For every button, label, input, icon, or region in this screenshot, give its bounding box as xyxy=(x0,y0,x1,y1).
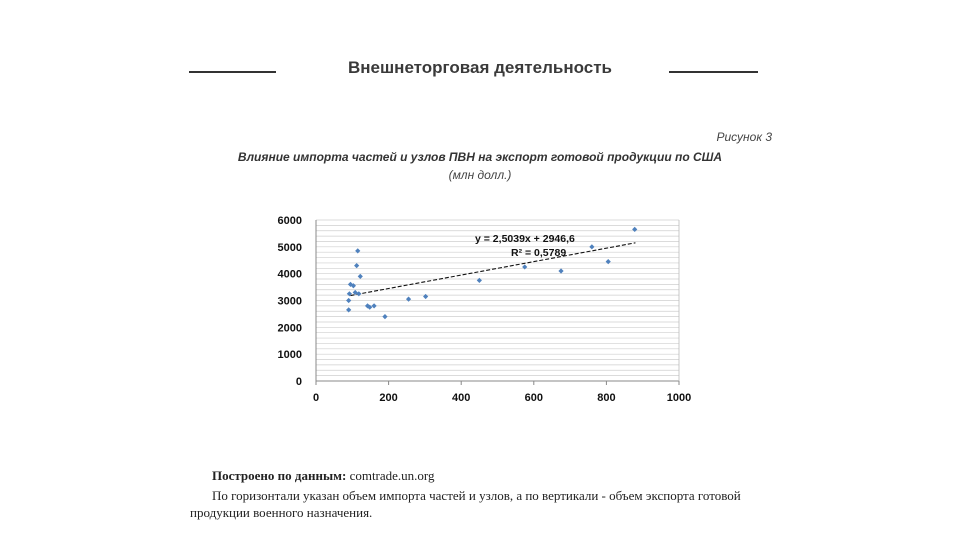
chart-annotations xyxy=(475,233,575,259)
data-point xyxy=(346,298,351,303)
y-tick-label: 6000 xyxy=(277,215,302,227)
page-title: Внешнеторговая деятельность xyxy=(348,58,612,77)
figure-label: Рисунок 3 xyxy=(716,130,772,144)
data-point xyxy=(477,278,482,283)
axis-note: По горизонтали указан объем импорта частей и узлов, а по вертикали - объем экспорта готовой продукции военного назначения. xyxy=(190,488,741,520)
data-point xyxy=(558,268,563,273)
data-point xyxy=(355,248,360,253)
data-point xyxy=(346,307,351,312)
figure-title: Влияние импорта частей и узлов ПВН на экспорт готовой продукции по США xyxy=(237,150,723,164)
y-tick-label: 4000 xyxy=(277,268,302,281)
y-tick-label: 3000 xyxy=(277,295,302,308)
y-tick-label: 1000 xyxy=(277,349,302,362)
x-tick-label: 200 xyxy=(379,392,398,404)
data-point xyxy=(382,314,387,319)
data-point xyxy=(358,274,363,279)
x-tick-label: 400 xyxy=(452,392,471,404)
figure-units: (млн долл.) xyxy=(448,168,512,182)
source-label: Построено по данным: xyxy=(212,468,347,483)
trendline xyxy=(350,243,635,296)
source-line xyxy=(212,468,435,484)
data-point xyxy=(632,227,637,232)
data-point xyxy=(354,263,359,268)
data-point xyxy=(406,297,411,302)
trendline-r2: R² = 0,5789 xyxy=(511,247,567,259)
chart-trendline-group xyxy=(350,243,635,296)
x-tick-label: 600 xyxy=(524,392,543,404)
data-point xyxy=(589,244,594,249)
data-point xyxy=(606,259,611,264)
x-tick-label: 0 xyxy=(312,392,320,404)
x-tick-label: 1000 xyxy=(666,392,692,404)
data-point xyxy=(522,264,527,269)
source-value: comtrade.un.org xyxy=(349,468,435,483)
y-tick-label: 0 xyxy=(295,376,302,388)
y-tick-label: 2000 xyxy=(277,322,302,335)
y-tick-label: 5000 xyxy=(277,241,302,254)
data-point xyxy=(423,294,428,299)
x-tick-label: 800 xyxy=(597,392,616,404)
trendline-equation: y = 2,5039x + 2946,6 xyxy=(475,233,575,245)
data-point xyxy=(371,303,376,308)
